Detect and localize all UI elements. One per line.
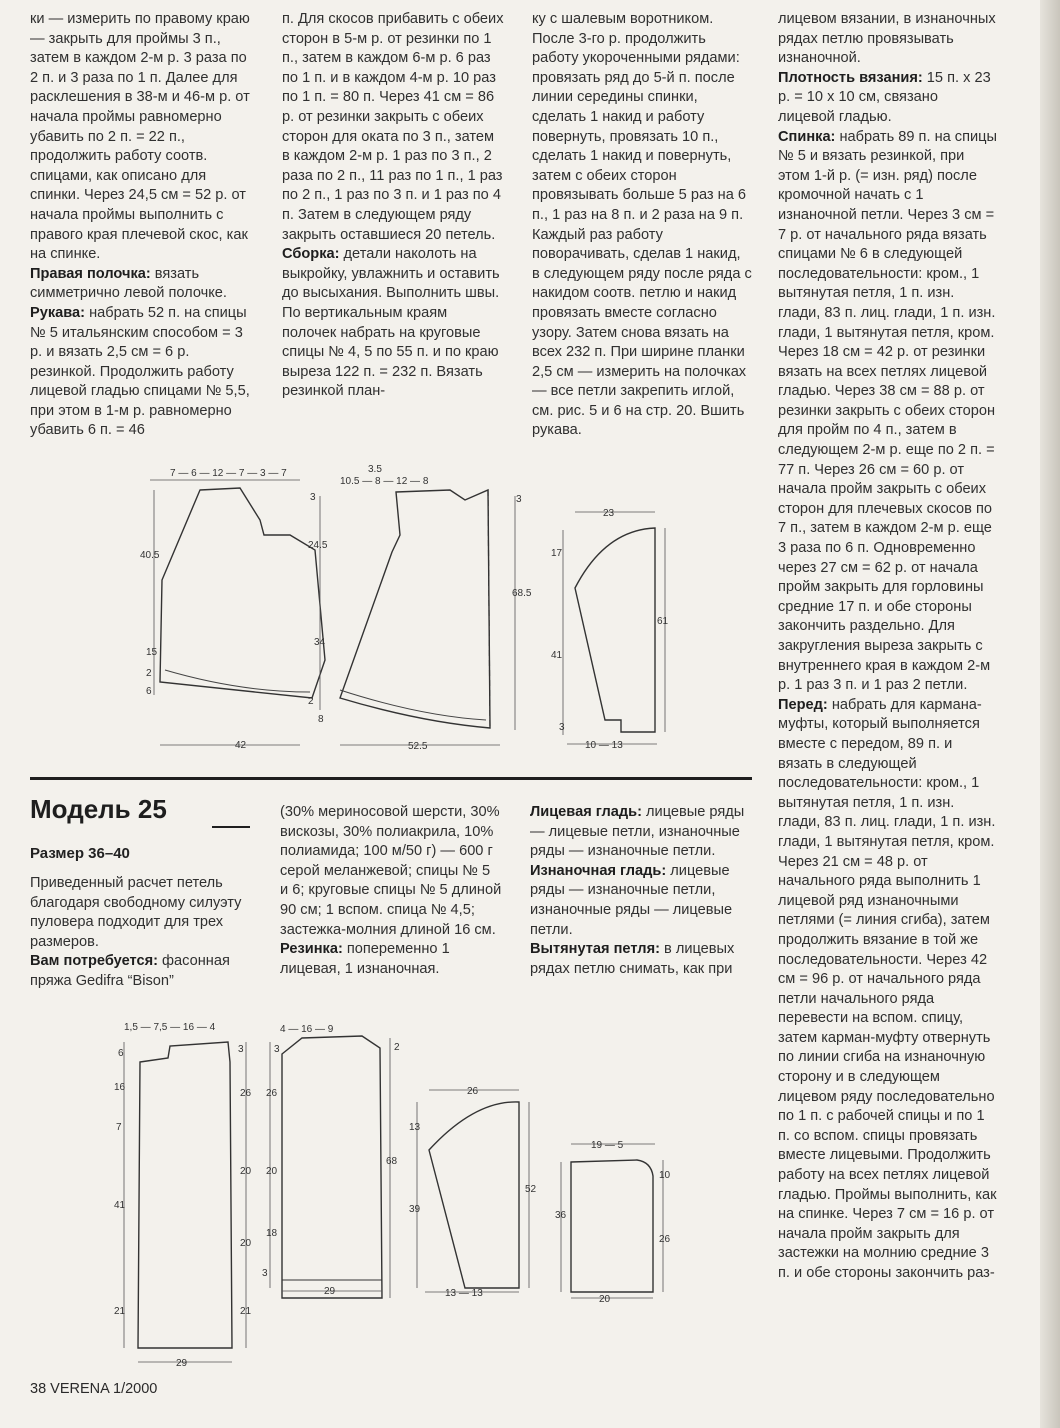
paragraph — [530, 862, 752, 940]
text-column-4 — [778, 10, 998, 1284]
model-title: Модель 25 — [30, 794, 167, 824]
pocket-right-2: 26 — [659, 1234, 671, 1245]
title-underline — [212, 826, 250, 828]
paragraph-text: 15 п. х 23 р. = 10 х 10 см, связано лицевой гладью. — [778, 69, 991, 125]
paragraph-text: лицевом вязании, в изнаночных рядах петлю провязывать изнаночной. — [778, 11, 996, 67]
paragraph-label: Перед: — [778, 696, 828, 713]
pullover-front-right-1: 2 — [394, 1042, 400, 1053]
paragraph-text: (30% мериносовой шерсти, 30% вискозы, 30% полиакрила, 10% полиамида; 100 м/50 г) — 600 г серой меланжевой; спицы № 5 и 6; круговые спицы № 5 длиной 90 см; 1 вспом. спица № 4,5; застежка-молния длиной 16 см. — [280, 804, 502, 938]
pullover-sleeve-bottom: 13 — 13 — [445, 1288, 483, 1299]
pocket-left: 36 — [555, 1210, 567, 1221]
cardigan-sleeve-schematic — [545, 500, 675, 760]
pullover-back-right-3: 20 — [240, 1166, 252, 1177]
pullover-back-left-5: 21 — [114, 1306, 126, 1317]
paragraph-text: Приведенный расчет петель благодаря свободному силуэту пуловера подходит для трех размеров. — [30, 875, 242, 950]
paragraph — [778, 10, 998, 69]
paragraph — [282, 10, 504, 245]
back-left-measure-1: 40.5 — [140, 550, 160, 561]
pullover-sleeve-left-1: 13 — [409, 1122, 421, 1133]
pullover-front-right-2: 68 — [386, 1156, 398, 1167]
paragraph — [778, 128, 998, 696]
back-top-measures: 7 — 6 — 12 — 7 — 3 — 7 — [170, 468, 287, 479]
paragraph-label: Вытянутая петля: — [530, 941, 660, 958]
front-left-measure-1: 3 — [310, 492, 316, 503]
paragraph-text: лицевые ряды — лицевые петли, изнаночные ряды — изнаночные петли. — [530, 804, 745, 860]
paragraph-label: Спинка: — [778, 128, 836, 145]
paragraph-label: Резинка: — [280, 941, 343, 958]
paragraph-text: набрать 89 п. на спицы № 5 и вязать резинкой, при этом 1-й р. (= изн. ряд) после кромочной начать с 1 изнаночной петли. Через 3 см = 7 р. от начального ряда вязать спицами № 6 в следующей последовательности: кром., 1 вытянутая петля, 1 п. изн. глади, 83 п. лиц. глади, 1 п. изн. глади, 1 вытянутая петля, кром. Через 18 см = 42 р. от резинки вязать на всех петлях лицевой гладью. Через 38 см = 88 р. от резинки закрыть с обеих сторон для пройм по 4 п., затем в следующем 2-м р. еще по 2 п. = 77 п. Через 26 см = 60 р. от начала пройм закрыть с обеих сторон для плечевых скосов по 7 п., затем в каждом 2-м р. еще 3 раза по 6 п. Одновременно через 27 см = 62 р. от начала пройм закрыть для горловины средние 17 п. и обе стороны закончить раздельно. Для закругления выреза закрыть с внутреннего края в каждом 2-м р. 1 раз 3 п. и 1 раз 2 петли. — [778, 128, 998, 694]
model-size: Размер 36–40 — [30, 845, 130, 862]
front-left-measure-4: 2 — [308, 696, 314, 707]
pullover-back-right-1: 3 — [238, 1044, 244, 1055]
paragraph-label: Правая полочка: — [30, 265, 151, 282]
pullover-back-right-4: 20 — [240, 1238, 252, 1249]
front-top-measures: 10.5 — 8 — 12 — 8 — [340, 476, 429, 487]
text-column-1 — [30, 10, 258, 441]
sleeve-bottom-measure: 10 — 13 — [585, 740, 623, 751]
paragraph-text: п. Для скосов прибавить с обеих сторон в 5-м р. от резинки по 1 п., затем в каждом 6-м р. 6 раз по 1 п. и в каждом 4-м р. 10 раз по 1 п. = 80 п. Через 41 см = 86 р. от резинки закрыть с обеих сторон для оката по 3 п., затем в каждом 2-м р. 1 раз по 3 п., 2 раза по 2 п., 11 раз по 1 п., 1 раз по 2 п., 1 раз по 3 п. и 1 раз по 4 п. Затем в следующем ряду закрыть оставшиеся 20 петель. — [282, 11, 504, 243]
pullover-back-left-4: 41 — [114, 1200, 126, 1211]
pullover-back-left-3: 7 — [116, 1122, 122, 1133]
cardigan-front-schematic — [300, 460, 540, 760]
pullover-front-schematic — [262, 1018, 422, 1308]
pullover-front-bottom: 29 — [324, 1286, 336, 1297]
sleeve-left-measure-1: 17 — [551, 548, 563, 559]
paragraph — [30, 265, 258, 304]
pullover-front-left-4: 18 — [266, 1228, 278, 1239]
pullover-back-right-5: 21 — [240, 1306, 252, 1317]
paragraph — [280, 940, 502, 979]
front-top-extra: 3.5 — [368, 464, 382, 475]
paragraph — [30, 874, 250, 952]
pullover-sleeve-left-2: 39 — [409, 1204, 421, 1215]
paragraph-label: Плотность вязания: — [778, 69, 923, 86]
paragraph-text: лицевые ряды — изнаночные петли, изнаночные ряды — лицевые петли. — [530, 862, 733, 938]
text-column-6 — [280, 803, 502, 979]
paragraph-text: в лицевых рядах петлю снимать, как при — [530, 941, 735, 977]
paragraph-text: набрать для кармана-муфты, который выполняется вместе с передом, 89 п. и вязать в следующей последовательности: кром., 1 вытянутая петля, 1 п. изн. глади, 83 п. лиц. глади, 1 п. изн. глади, 1 вытянутая петля, кром. Через 21 см = 48 р. от начального ряда выполнить 1 лицевой ряд изнаночными петлями (= линия сгиба), затем продолжить вязание в той же последовательности. Через 42 см = 96 р. от начального ряда петли начального ряда перевести на вспом. спицу, затем карман-муфту отвернуть по линии сгиба на изнаночную сторону и в следующем лицевом ряду последовательно по 1 п. с рабочей спицы и по 1 п. со вспом. спицы провязать вместе лицевыми. Продолжить работу на всех петлях лицевой гладью. Проймы выполнить, как на спинке. Через 7 см = 16 р. от начала пройм закрыть для застежки на молнию средние 3 п. и обе стороны закончить раз- — [778, 696, 997, 1281]
pullover-front-top-measures: 4 — 16 — 9 — [280, 1024, 334, 1035]
paragraph — [282, 245, 504, 402]
sleeve-left-measure-2: 41 — [551, 650, 563, 661]
paragraph — [30, 304, 258, 441]
pullover-back-bottom: 29 — [176, 1358, 188, 1369]
pocket-top-measures: 19 — 5 — [591, 1140, 624, 1151]
paragraph-text: набрать 52 п. на спицы № 5 итальянским способом = 3 р. и вязать 2,5 см = 6 р. резинкой. Продолжить работу лицевой гладью спицами № 5,5, при этом в 1-м р. равномерно убавить 6 п. = 46 — [30, 304, 250, 439]
paragraph-text: детали наколоть на выкройку, увлажнить и оставить до высыхания. Выполнить швы. По вертикальным краям полочек набрать на круговые спицы № 4, 5 по 55 п. и по краю выреза 122 п. = 232 п. Вязать резинкой план- — [282, 246, 500, 400]
paragraph — [778, 696, 998, 1284]
back-left-measure-2: 15 — [146, 647, 158, 658]
back-left-measure-4: 6 — [146, 686, 152, 697]
pullover-front-left-5: 3 — [262, 1268, 268, 1279]
text-column-2 — [282, 10, 504, 402]
front-left-measure-3: 34 — [314, 637, 326, 648]
paragraph-text: ки — измерить по правому краю — закрыть для проймы 3 п., затем в каждом 2-м р. 3 раза по 2 п. и 3 раза по 1 п. Далее для расклешения в 38-м и 46-м р. от начала проймы равномерно убавить по 2 п. = 22 п., продолжить работу соотв. спицами, как описано для спинки. Через 24,5 см = 52 р. от начала проймы выполнить с правого края плечевой скос, как на спинке. — [30, 11, 250, 263]
paragraph-label: Изнаночная гладь: — [530, 862, 667, 879]
front-left-measure-2: 24.5 — [308, 540, 328, 551]
front-left-measure-5: 8 — [318, 714, 324, 725]
paragraph-text: вязать симметрично левой полочке. — [30, 265, 227, 302]
back-bottom-measure: 42 — [235, 740, 247, 751]
pullover-front-left-3: 20 — [266, 1166, 278, 1177]
paragraph — [532, 10, 752, 441]
paragraph-label: Рукава: — [30, 304, 86, 321]
pullover-back-left-2: 16 — [114, 1082, 126, 1093]
front-right-measure-1: 3 — [516, 494, 522, 505]
text-column-3 — [532, 10, 752, 441]
pullover-sleeve-top: 26 — [467, 1086, 479, 1097]
pocket-right-1: 10 — [659, 1170, 671, 1181]
page-footer: 38 VERENA 1/2000 — [30, 1381, 158, 1397]
section-divider — [30, 777, 752, 780]
front-bottom-measure: 52.5 — [408, 741, 428, 752]
pullover-sleeve-schematic — [405, 1080, 545, 1300]
paragraph-label: Лицевая гладь: — [530, 804, 642, 820]
paragraph-text: фасонная пряжа Gedifra “Bison” — [30, 953, 230, 989]
pullover-front-left-2: 26 — [266, 1088, 278, 1099]
pocket-schematic — [555, 1132, 685, 1307]
text-column-5 — [30, 874, 250, 992]
pullover-front-left-1: 3 — [274, 1044, 280, 1055]
sleeve-top-measure: 23 — [603, 508, 615, 519]
pocket-bottom: 20 — [599, 1294, 611, 1305]
paragraph-text: ку с шалевым воротником. После 3-го р. продолжить работу укороченными рядами: провязать ряд до 5-й п. после линии середины спинки, сделать 1 накид и работу повернуть, провязать 10 п., сделать 1 накид и повернуть, затем с обеих сторон провязывать больше 5 раз на 6 п., 1 раз на 8 п. и 2 раза на 9 п. Каждый раз работу поворачивать, сделав 1 накид, в следующем ряду после ряда с накидом соотв. петлю и накид провязать вместе согласно узору. Затем снова вязать на всех 232 п. При ширине планки 2,5 см — измерить на полочках — все петли закрепить иглой, см. рис. 5 и 6 на стр. 20. Вшить рукава. — [532, 11, 752, 439]
paragraph-text: попеременно 1 лицевая, 1 изнаночная. — [280, 941, 450, 977]
text-column-7 — [530, 803, 752, 979]
pullover-back-left-1: 6 — [118, 1048, 124, 1059]
page-spine-shadow — [1040, 0, 1060, 1428]
paragraph — [30, 952, 250, 991]
pullover-back-right-2: 26 — [240, 1088, 252, 1099]
paragraph-label: Вам потребуется: — [30, 953, 158, 970]
paragraph-label: Сборка: — [282, 246, 340, 263]
paragraph — [778, 69, 998, 128]
sleeve-left-measure-3: 3 — [559, 722, 565, 733]
pullover-back-top-measures: 1,5 — 7,5 — 16 — 4 — [124, 1022, 216, 1033]
pullover-back-schematic — [110, 1018, 260, 1373]
paragraph — [30, 10, 258, 265]
front-right-measure-2: 68.5 — [512, 588, 532, 599]
paragraph — [530, 803, 752, 862]
pullover-sleeve-right: 52 — [525, 1184, 537, 1195]
paragraph — [530, 940, 752, 979]
back-left-measure-3: 2 — [146, 668, 152, 679]
sleeve-right-measure: 61 — [657, 616, 669, 627]
paragraph — [280, 803, 502, 940]
